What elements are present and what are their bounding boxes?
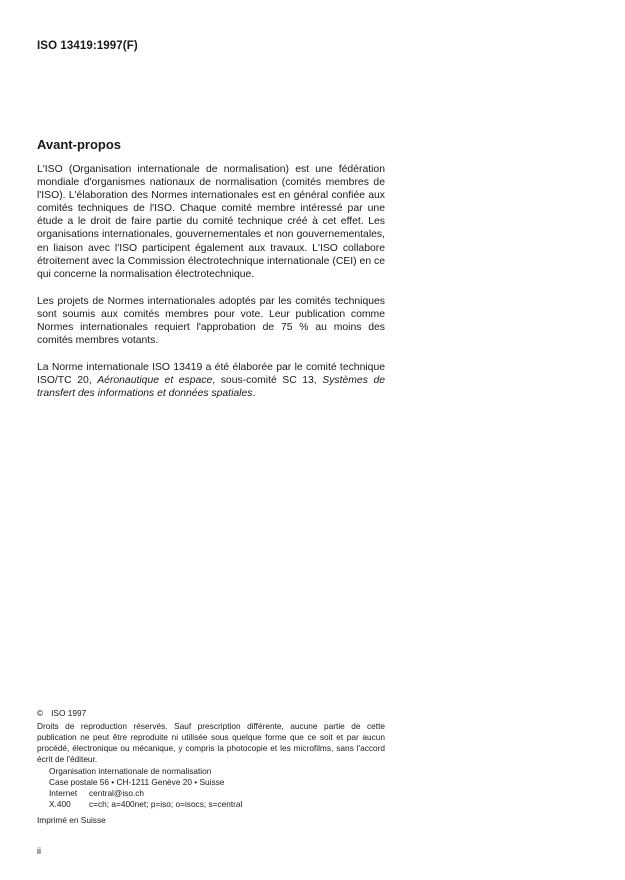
copyright-line: [37, 708, 385, 719]
copyright-icon: ©: [37, 708, 44, 718]
section-title: Avant-propos: [37, 137, 122, 152]
paragraph-3-text-a: La Norme internationale ISO 13419 a été élaborée par le comité technique ISO/TC 20,: [37, 362, 385, 387]
printed-in: Imprimé en Suisse: [37, 815, 106, 825]
copyright-text: ISO 1997: [51, 708, 87, 718]
internet-row: [49, 788, 385, 799]
page-number: ii: [37, 846, 41, 856]
publisher-address: [49, 766, 385, 810]
org-name: Organisation internationale de normalisation: [49, 766, 212, 776]
subcommittee-name: Systèmes de transfert des informations et données spatiales: [37, 375, 386, 400]
rights-notice: Droits de reproduction réservés. Sauf prescription différente, aucune partie de cette publication ne peut être reproduite ni utilisée sous quelque forme que ce soit et par aucun procédé, électronique ou mécanique, y compris la photocopie et les microfilms, sans l'accord écrit de l'éditeur.: [37, 721, 385, 764]
internet-label: Internet: [49, 788, 78, 798]
internet-value: central@iso.ch: [89, 788, 144, 798]
x400-label: X.400: [49, 799, 71, 809]
paragraph-3-text-b: , sous-comité SC 13,: [212, 375, 323, 387]
postal-address: Case postale 56 • CH-1211 Genève 20 • Suisse: [49, 777, 225, 787]
paragraph-3: [37, 361, 385, 400]
paragraph-3-text-c: .: [252, 388, 256, 400]
copyright-block: [37, 708, 385, 826]
paragraph-2: Les projets de Normes internationales adoptés par les comités techniques sont soumis aux comités membres pour vote. Leur publication comme Normes internationales requiert l'approbation de 75 % au moins des comités membres votants.: [37, 295, 385, 347]
x400-row: [49, 799, 385, 810]
foreword-body: [37, 163, 385, 415]
document-id-header: ISO 13419:1997(F): [37, 40, 138, 52]
paragraph-1: L'ISO (Organisation internationale de normalisation) est une fédération mondiale d'organismes nationaux de normalisation (comités membres de l'ISO). L'élaboration des Normes internationales est en général confiée aux comités techniques de l'ISO. Chaque comité membre intéressé par une étude a le droit de faire partie du comité technique créé à cet effet. Les organisations internationales, gouvernementales et non gouvernementales, en liaison avec l'ISO participent également aux travaux. L'ISO collabore étroitement avec la Commission électrotechnique internationale (CEI) en ce qui concerne la normalisation électrotechnique.: [37, 164, 385, 280]
committee-name: Aéronautique et espace: [97, 375, 213, 387]
x400-value: c=ch; a=400net; p=iso; o=isocs; s=central: [89, 799, 243, 809]
